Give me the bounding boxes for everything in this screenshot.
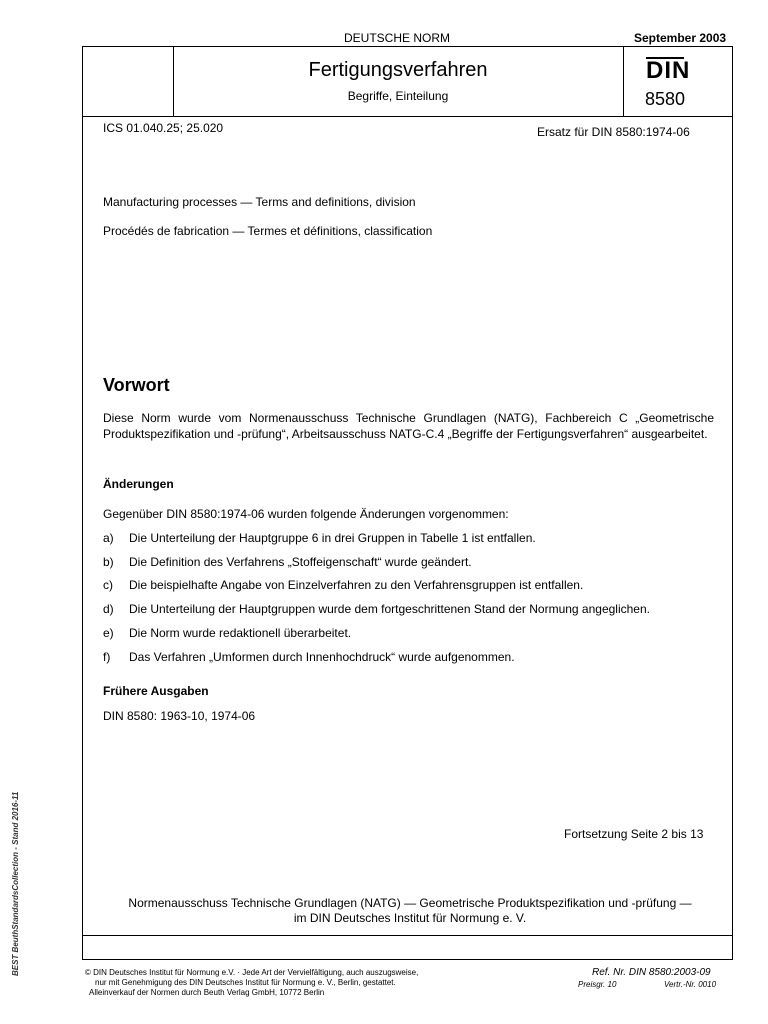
side-watermark: BEST BeuthStandardsCollection - Stand 2016-11 xyxy=(11,791,20,976)
copyright-line-1: © DIN Deutsches Institut für Normung e.V. · Jede Art der Vervielfältigung, auch auszugsweise, xyxy=(85,968,419,977)
copyright-notice xyxy=(85,968,418,998)
norm-type-label: DEUTSCHE NORM xyxy=(344,31,451,45)
change-item-text: Die Unterteilung der Hauptgruppen wurde dem fortgeschrittenen Stand der Normung angeglichen. xyxy=(129,602,650,616)
din-logo: DIN xyxy=(646,57,691,84)
continuation-note: Fortsetzung Seite 2 bis 13 xyxy=(564,827,704,841)
document-title: Fertigungsverfahren xyxy=(308,59,488,81)
copyright-line-2: nur mit Genehmigung des DIN Deutsches Institut für Normung e. V., Berlin, gestattet. xyxy=(95,978,396,987)
document-frame xyxy=(82,46,733,960)
changes-intro: Gegenüber DIN 8580:1974-06 wurden folgende Änderungen vorgenommen: xyxy=(103,507,509,521)
previous-editions-text: DIN 8580: 1963-10, 1974-06 xyxy=(103,709,256,723)
change-item-text: Die Norm wurde redaktionell überarbeitet. xyxy=(129,626,352,640)
change-item-text: Die Definition des Verfahrens „Stoffeigenschaft“ wurde geändert. xyxy=(129,555,472,569)
foreword-text: Diese Norm wurde vom Normenausschuss Technische Grundlagen (NATG), Fachbereich C „Geometrische Produktspezifikation und -prüfung“, Arbeitsausschuss NATG-C.4 „Begriffe der Fertigungsverfahren“ ausgearbeitet. xyxy=(103,411,714,441)
ics-code: ICS 01.040.25; 25.020 xyxy=(103,121,224,135)
din-number: 8580 xyxy=(645,89,686,109)
changes-heading: Änderungen xyxy=(103,477,174,491)
replaces-note: Ersatz für DIN 8580:1974-06 xyxy=(537,125,690,139)
header-divider-right xyxy=(623,46,624,116)
change-item-letter: a) xyxy=(103,531,114,545)
change-item-text: Die Unterteilung der Hauptgruppe 6 in drei Gruppen in Tabelle 1 ist entfallen. xyxy=(129,531,536,545)
publication-date: September 2003 xyxy=(634,31,727,45)
committee-line-2: im DIN Deutsches Institut für Normung e. V. xyxy=(293,911,527,925)
french-title: Procédés de fabrication — Termes et définitions, classification xyxy=(103,224,433,238)
document-subtitle: Begriffe, Einteilung xyxy=(347,89,449,103)
footer-top-rule xyxy=(82,935,733,936)
reference-number: Ref. Nr. DIN 8580:2003-09 xyxy=(592,967,711,978)
header-bottom-rule xyxy=(82,116,733,117)
price-group: Preisgr. 10 xyxy=(578,980,617,989)
previous-editions-heading: Frühere Ausgaben xyxy=(103,684,209,698)
copyright-line-3: Alleinverkauf der Normen durch Beuth Verlag GmbH, 10772 Berlin xyxy=(89,988,325,997)
change-item-letter: c) xyxy=(103,578,113,592)
change-item-text: Das Verfahren „Umformen durch Innenhochdruck“ wurde aufgenommen. xyxy=(129,650,515,664)
change-item-letter: e) xyxy=(103,626,114,640)
distributor-number: Vertr.-Nr. 0010 xyxy=(664,980,717,989)
change-item-letter: f) xyxy=(103,650,111,664)
change-item-letter: d) xyxy=(103,602,114,616)
committee-note xyxy=(90,896,730,926)
foreword-heading: Vorwort xyxy=(103,375,170,395)
change-item-text: Die beispielhafte Angabe von Einzelverfahren zu den Verfahrensgruppen ist entfallen. xyxy=(129,578,584,592)
change-item-letter: b) xyxy=(103,555,114,569)
committee-line-1: Normenausschuss Technische Grundlagen (NATG) — Geometrische Produktspezifikation und -prüfung — xyxy=(128,896,692,910)
english-title: Manufacturing processes — Terms and definitions, division xyxy=(103,195,416,209)
